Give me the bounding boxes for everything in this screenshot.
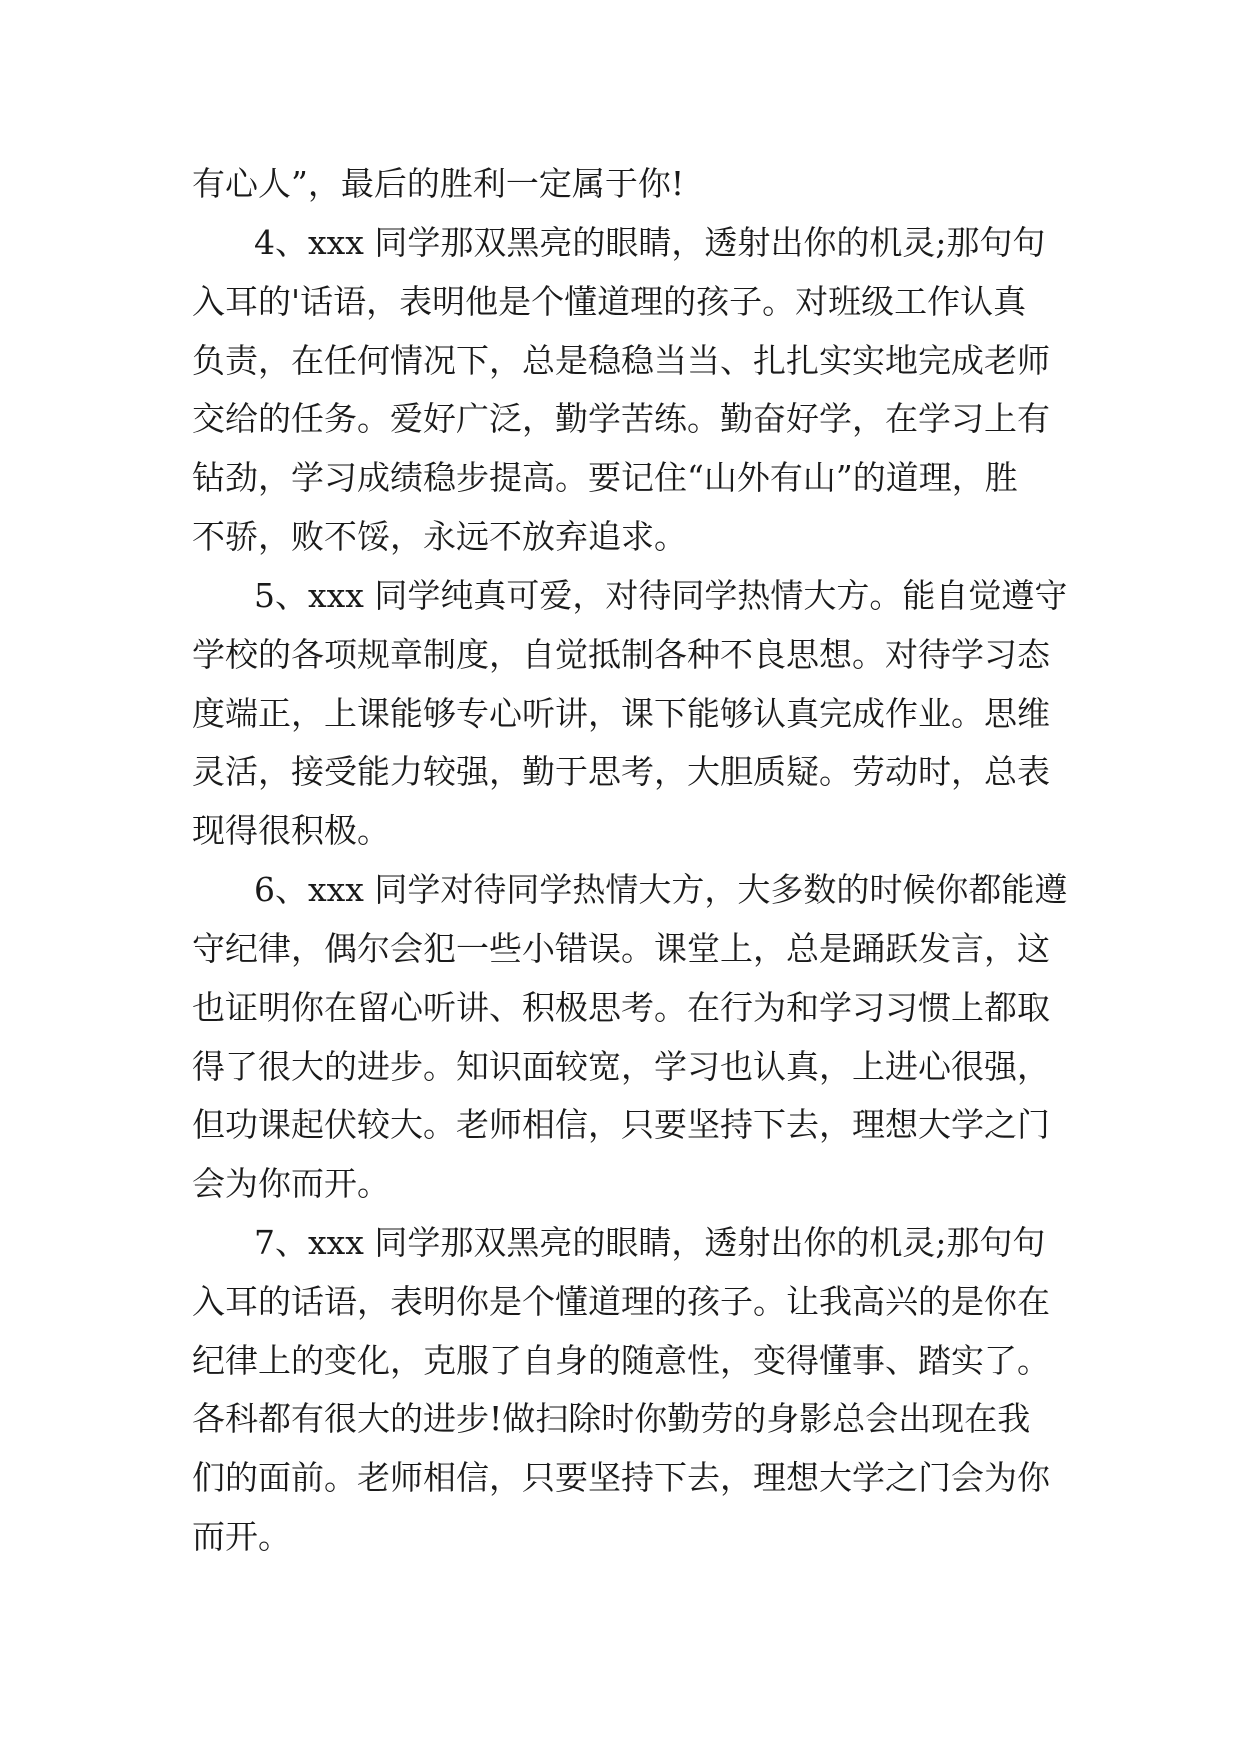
paragraph-first-line: 4、xxx 同学那双黑亮的眼睛，透射出你的机灵;那句句 bbox=[254, 223, 1046, 262]
text-line: 不骄，败不馁，永远不放弃追求。 bbox=[192, 517, 687, 556]
text-line: 得了很大的进步。知识面较宽，学习也认真，上进心很强， bbox=[192, 1047, 1050, 1086]
text-line: 钻劲，学习成绩稳步提高。要记住“山外有山”的道理，胜 bbox=[192, 458, 1018, 497]
paragraph-first-line: 6、xxx 同学对待同学热情大方，大多数的时候你都能遵 bbox=[254, 870, 1068, 909]
text-line: 现得很积极。 bbox=[192, 811, 390, 850]
text-line: 也证明你在留心听讲、积极思考。在行为和学习习惯上都取 bbox=[192, 988, 1050, 1027]
text-line: 们的面前。老师相信，只要坚持下去，理想大学之门会为你 bbox=[192, 1458, 1050, 1497]
text-line: 纪律上的变化，克服了自身的随意性，变得懂事、踏实了。 bbox=[192, 1341, 1050, 1380]
text-line: 但功课起伏较大。老师相信，只要坚持下去，理想大学之门 bbox=[192, 1105, 1050, 1144]
text-line: 各科都有很大的进步!做扫除时你勤劳的身影总会出现在我 bbox=[192, 1399, 1031, 1438]
text-line: 入耳的话语，表明你是个懂道理的孩子。让我高兴的是你在 bbox=[192, 1282, 1050, 1321]
text-line: 灵活，接受能力较强，勤于思考，大胆质疑。劳动时，总表 bbox=[192, 752, 1050, 791]
text-line: 会为你而开。 bbox=[192, 1164, 390, 1203]
text-line: 而开。 bbox=[192, 1517, 291, 1556]
text-line: 度端正，上课能够专心听讲，课下能够认真完成作业。思维 bbox=[192, 694, 1050, 733]
paragraph-first-line: 7、xxx 同学那双黑亮的眼睛，透射出你的机灵;那句句 bbox=[254, 1223, 1046, 1262]
text-line: 负责，在任何情况下，总是稳稳当当、扎扎实实地完成老师 bbox=[192, 341, 1050, 380]
paragraph-first-line: 5、xxx 同学纯真可爱，对待同学热情大方。能自觉遵守 bbox=[254, 576, 1068, 615]
text-line: 学校的各项规章制度，自觉抵制各种不良思想。对待学习态 bbox=[192, 635, 1050, 674]
text-line: 守纪律，偶尔会犯一些小错误。课堂上，总是踊跃发言，这 bbox=[192, 929, 1050, 968]
text-line: 有心人”，最后的胜利一定属于你! bbox=[192, 164, 685, 203]
text-line: 入耳的'话语，表明他是个懂道理的孩子。对班级工作认真 bbox=[192, 282, 1027, 321]
text-line: 交给的任务。爱好广泛，勤学苦练。勤奋好学，在学习上有 bbox=[192, 399, 1050, 438]
